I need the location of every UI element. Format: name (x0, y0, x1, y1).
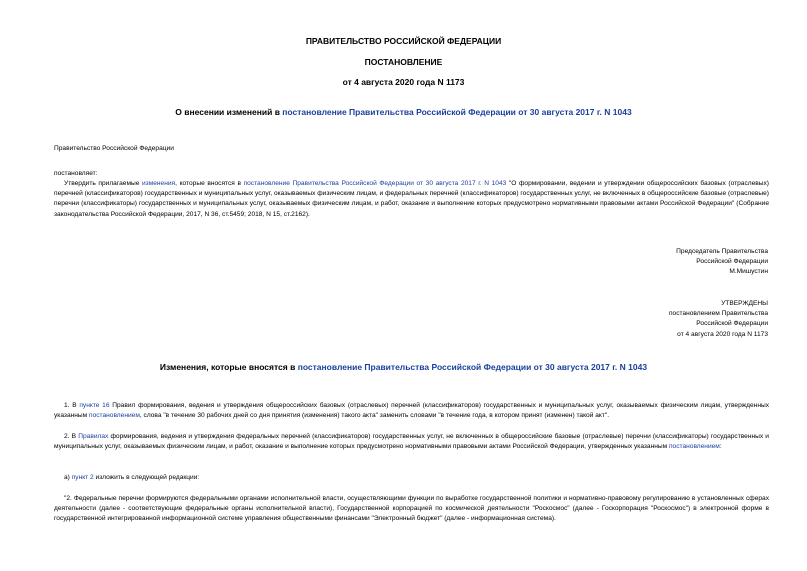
signature-line-1: Председатель Правительства (676, 248, 768, 255)
approval-line-4: от 4 августа 2020 года N 1173 (677, 330, 768, 338)
issuer-text: Правительство Российской Федерации (54, 145, 174, 152)
body-paragraph (54, 179, 769, 220)
title-prefix: О внесении изменений в (175, 107, 283, 117)
doc-type-heading: ПОСТАНОВЛЕНИЕ (364, 57, 443, 67)
item-2a-line (64, 473, 199, 483)
item2-link-2[interactable]: постановлением (668, 443, 720, 451)
item2a-quote-text: "2. Федеральные перечни формируются федеральными органами исполнительной власти, осуществляющими функции по выработке государственной политики и нормативно-правовому регулированию в установленных сферах деятельности (далее - соответствующие федеральные органы исполнительной власти), Государственной корпорацией по космической деятельности "Роскосмос" (далее - Госкорпорация "Роскосмос") в электронной форме в государственной интегрированной информационной системе управления общественными финансами "Электронный бюджет" (далее - информационная система). (54, 495, 769, 523)
changes-title-prefix: Изменения, которые вносятся в (159, 362, 298, 372)
decrees-text: постановляет: (54, 170, 98, 177)
item2a-text-1: а) (64, 474, 72, 481)
item1-text-3: , слова "в течение 30 рабочих дней со дня принятия (изменения) такого акта" заменить словами "в течение года, в котором принят (изменен) такой акт". (139, 412, 610, 420)
item2a-text-2: изложить в следующей редакции: (93, 474, 200, 481)
body-text-1: Утвердить прилагаемые (64, 180, 142, 187)
approval-line-3: Российской Федерации (696, 320, 768, 328)
changes-title-link[interactable]: постановление Правительства Российской Федерации от 30 августа 2017 г. N 1043 (297, 362, 648, 372)
decree-link[interactable]: постановление Правительства Российской Федерации от 30 августа 2017 г. N 1043 (243, 180, 507, 187)
item1-link-1[interactable]: пункте 16 (79, 402, 110, 409)
changes-link[interactable]: изменения (142, 180, 176, 187)
document-title (0, 107, 807, 117)
signature-line-2: Российской Федерации (696, 258, 768, 266)
item2-text-3: : (719, 443, 722, 451)
item2-text-2: формирования, ведения и утверждения федеральных перечней (классификаторов) государственных услуг, не включенных в общероссийские базовые (отраслевые) перечни (классификаторы) государственных и муниципальных услуг, оказываемых физическим лицам, и работ, оказание и выполнение которых предусмотрено нормативными правовыми актами Российской Федерации, утвержденных указанным (54, 433, 769, 451)
approval-line-1: УТВЕРЖДЕНЫ (721, 300, 768, 307)
government-heading: ПРАВИТЕЛЬСТВО РОССИЙСКОЙ ФЕДЕРАЦИИ (305, 36, 502, 46)
item2-link-1[interactable]: Правилах (78, 433, 109, 440)
title-link[interactable]: постановление Правительства Российской Федерации от 30 августа 2017 г. N 1043 (282, 107, 632, 117)
signature-block (676, 247, 768, 278)
body-text-3: "О формировании, ведении и утверждении общероссийских базовых (отраслевых) перечней (классификаторов) государственных и муниципальных услуг, оказываемых физическим лицам, и федеральных перечней (классификаторов) государственных услуг, не включенных в общероссийские базовые (отраслевые) перечни (классификаторы) государственных и муниципальных услуг, оказываемых физическим лицам, и работ, оказание и выполнение которых предусмотрено нормативными правовыми актами Российской Федерации" (Собрание законодательства Российской Федерации, 2017, N 36, ст.5459; 2018, N 15, ст.2162). (54, 180, 769, 218)
changes-title (0, 362, 807, 372)
approval-block (669, 299, 768, 340)
item-2a-paragraph (54, 494, 769, 525)
item2a-link[interactable]: пункт 2 (71, 474, 94, 481)
date-number-heading: от 4 августа 2020 года N 1173 (342, 77, 465, 87)
item-1-paragraph (54, 401, 769, 421)
item-2-paragraph (54, 432, 769, 452)
item1-text-1: 1. В (64, 402, 80, 409)
item1-link-2[interactable]: постановлением (89, 412, 140, 420)
body-text-2: , которые вносятся в (175, 180, 244, 187)
approval-line-2: постановлением Правительства (668, 310, 768, 318)
item1-text-2: Правил формирования, ведения и утверждения общероссийских базовых (отраслевых) перечней (классификаторов) государственных и муниципальных услуг, оказываемых физическим лицам, утвержденных указанным (54, 402, 769, 420)
signature-line-3: М.Мишустин (729, 268, 768, 276)
item2-text-1: 2. В (64, 433, 79, 440)
